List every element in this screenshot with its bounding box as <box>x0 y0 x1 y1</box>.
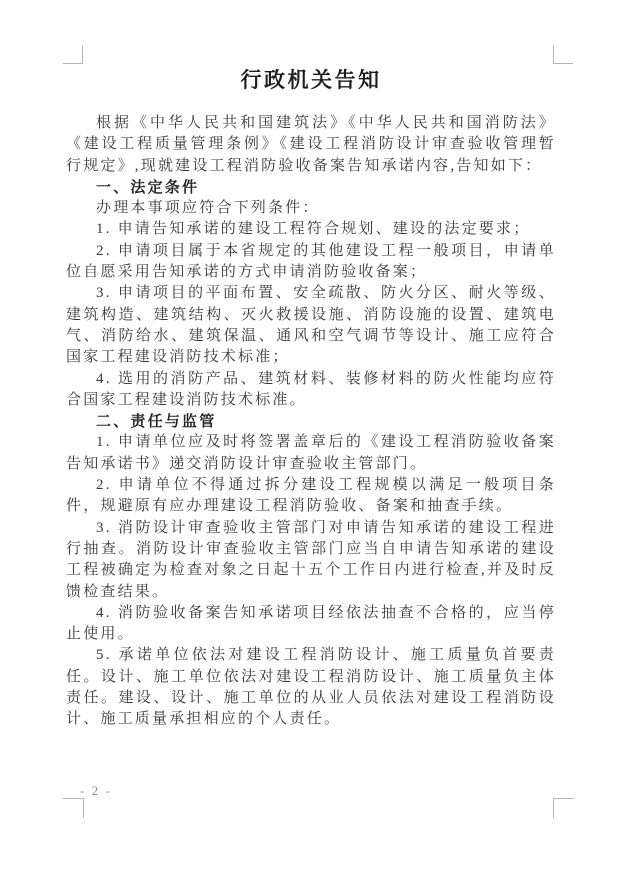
section-1-item-4: 4. 选用的消防产品、建筑材料、装修材料的防火性能均应符合国家工程建设消防技术标准。 <box>66 370 556 408</box>
crop-mark-bottom-right-icon <box>553 798 574 818</box>
section-2-item-3: 3. 消防设计审查验收主管部门对申请告知承诺的建设工程进行抽查。消防设计审查验收主管部门应当自申请告知承诺的建设工程被确定为检查对象之日起十五个工作日内进行检查,并及时反馈检查结果。 <box>66 519 556 600</box>
section-2-item-2: 2. 申请单位不得通过拆分建设工程规模以满足一般项目条件，规避原有应办理建设工程消防验收、备案和抽查手续。 <box>66 477 556 515</box>
section-1-item-1: 1. 申请告知承诺的建设工程符合规划、建设的法定要求； <box>96 221 531 238</box>
page-title: 行政机关告知 <box>240 69 382 92</box>
section-1-heading: 一、法定条件 <box>96 178 200 196</box>
crop-mark-bottom-left-icon <box>63 798 84 818</box>
section-2-item-4: 4. 消防验收备案告知承诺项目经依法抽查不合格的，应当停止使用。 <box>66 604 556 643</box>
section-1-paragraph: 办理本事项应符合下列条件： <box>96 200 320 217</box>
section-2-item-5: 5. 承诺单位依法对建设工程消防设计、施工质量负首要责任。设计、施工单位依法对建设工程消防设计、施工质量负主体责任。建设、设计、施工单位的从业人员依法对建设工程消防设计、施工质量承担相应的个人责任。 <box>66 647 556 728</box>
page-number: - 2 - <box>80 783 112 798</box>
section-2-item-1: 1. 申请单位应及时将签署盖章后的《建设工程消防验收备案告知承诺书》递交消防设计审查验收主管部门。 <box>66 434 556 472</box>
section-1-item-3: 3. 申请项目的平面布置、安全疏散、防火分区、耐火等级、建筑构造、建筑结构、灭火救援设施、消防设施的设置、建筑电气、消防给水、建筑保温、通风和空气调节等设计、施工应符合国家工程建设消防技术标准； <box>66 285 556 366</box>
section-1-item-2: 2. 申请项目属于本省规定的其他建设工程一般项目，申请单位自愿采用告知承诺的方式申请消防验收备案； <box>66 242 556 281</box>
intro-paragraph: 根据《中华人民共和国建筑法》《中华人民共和国消防法》《建设工程质量管理条例》《建设工程消防设计审查验收管理暂行规定》,现就建设工程消防验收备案告知承诺内容,告知如下： <box>66 115 556 174</box>
crop-mark-top-right-icon <box>553 45 573 64</box>
crop-mark-top-left-icon <box>63 45 83 64</box>
section-2-heading: 二、责任与监管 <box>96 413 217 431</box>
document-body <box>66 113 556 731</box>
